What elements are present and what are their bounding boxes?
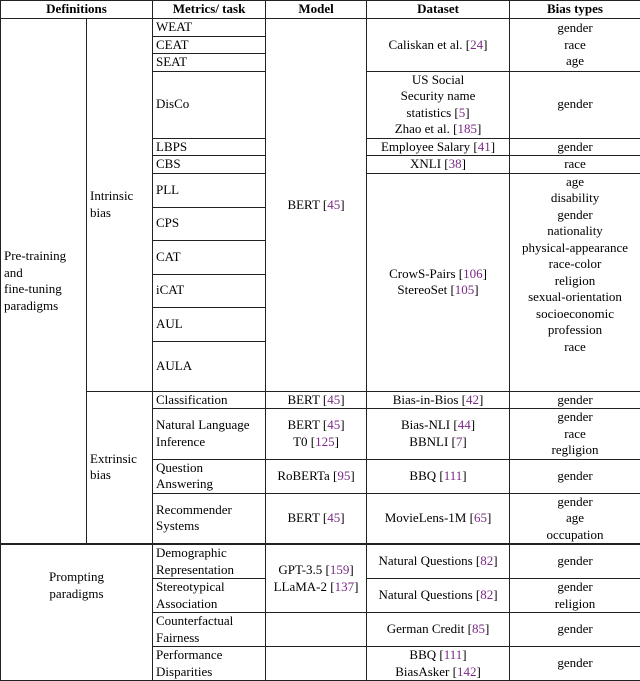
subcategory-intrinsic: Intrinsic bias — [87, 19, 153, 392]
header-bias-types: Bias types — [510, 1, 640, 19]
metric-cell: AUL — [153, 307, 266, 341]
dataset-cell: BBQ [111] BiasAsker [142] — [367, 647, 510, 681]
task-qa: Question Answering — [153, 459, 266, 493]
subcategory-extrinsic: Extrinsic bias — [87, 391, 153, 544]
bias-us-social: gender — [510, 71, 640, 138]
model-cell-empty — [266, 647, 367, 681]
header-row — [1, 1, 640, 19]
bias-crows: age disability gender nationality physical-appearance race-color religion sexual-orientation socioeconomic profession race — [510, 173, 640, 391]
dataset-us-social: US Social Security name statistics [5] Zhao et al. [185] — [367, 71, 510, 138]
task-stereotypical: Stereotypical Association — [153, 579, 266, 613]
intrinsic-model: BERT [45] — [266, 19, 367, 392]
metric-cell: CEAT — [153, 36, 266, 54]
dataset-cell: Bias-in-Bios [42] — [367, 391, 510, 409]
table-row — [1, 391, 640, 409]
task-recommender: Recommender Systems — [153, 493, 266, 544]
definition-pretraining: Pre-training and fine-tuning paradigms — [1, 19, 87, 545]
metric-cell: CPS — [153, 207, 266, 240]
dataset-caliskan: Caliskan et al. [24] — [367, 19, 510, 72]
metric-cell: LBPS — [153, 138, 266, 156]
model-cell: BERT [45] — [266, 391, 367, 409]
model-cell: RoBERTa [95] — [266, 459, 367, 493]
header-definitions: Definitions — [1, 1, 153, 19]
bias-employee: gender — [510, 138, 640, 156]
metric-cell: SEAT — [153, 54, 266, 72]
dataset-cell: German Credit [85] — [367, 613, 510, 647]
dataset-cell: MovieLens-1M [65] — [367, 493, 510, 544]
metric-cell: CBS — [153, 156, 266, 174]
metric-cell: WEAT — [153, 19, 266, 37]
metric-cell: iCAT — [153, 274, 266, 307]
header-dataset: Dataset — [367, 1, 510, 19]
metric-cell: CAT — [153, 240, 266, 274]
bias-cell: gender age occupation — [510, 493, 640, 544]
dataset-cell: Bias-NLI [44] BBNLI [7] — [367, 409, 510, 460]
metric-cell: DisCo — [153, 71, 266, 138]
task-performance: Performance Disparities — [153, 647, 266, 681]
task-classification: Classification — [153, 391, 266, 409]
dataset-xnli: XNLI [38] — [367, 156, 510, 174]
bias-caliskan: gender race age — [510, 19, 640, 72]
dataset-cell: Natural Questions [82] — [367, 579, 510, 613]
dataset-cell: Natural Questions [82] — [367, 544, 510, 579]
bias-cell: gender — [510, 459, 640, 493]
model-cell: BERT [45] — [266, 493, 367, 544]
model-cell-empty — [266, 613, 367, 647]
task-demographic: Demographic Representation — [153, 544, 266, 579]
bias-cell: gender — [510, 647, 640, 681]
table-row — [1, 544, 640, 579]
task-nli: Natural Language Inference — [153, 409, 266, 460]
definition-prompting: Prompting paradigms — [1, 544, 153, 681]
dataset-crows-stereoset: CrowS-Pairs [106] StereoSet [105] — [367, 173, 510, 391]
bias-xnli: race — [510, 156, 640, 174]
task-counterfactual: Counterfactual Fairness — [153, 613, 266, 647]
dataset-employee: Employee Salary [41] — [367, 138, 510, 156]
metric-cell: PLL — [153, 173, 266, 207]
model-cell: BERT [45] T0 [125] — [266, 409, 367, 460]
prompting-models: GPT-3.5 [159] LLaMA-2 [137] — [266, 544, 367, 613]
table-row — [1, 19, 640, 37]
bias-cell: gender religion — [510, 579, 640, 613]
header-model: Model — [266, 1, 367, 19]
dataset-cell: BBQ [111] — [367, 459, 510, 493]
bias-cell: gender race regligion — [510, 409, 640, 460]
header-metrics: Metrics/ task — [153, 1, 266, 19]
metric-cell: AULA — [153, 341, 266, 391]
bias-cell: gender — [510, 544, 640, 579]
bias-cell: gender — [510, 391, 640, 409]
bias-cell: gender — [510, 613, 640, 647]
